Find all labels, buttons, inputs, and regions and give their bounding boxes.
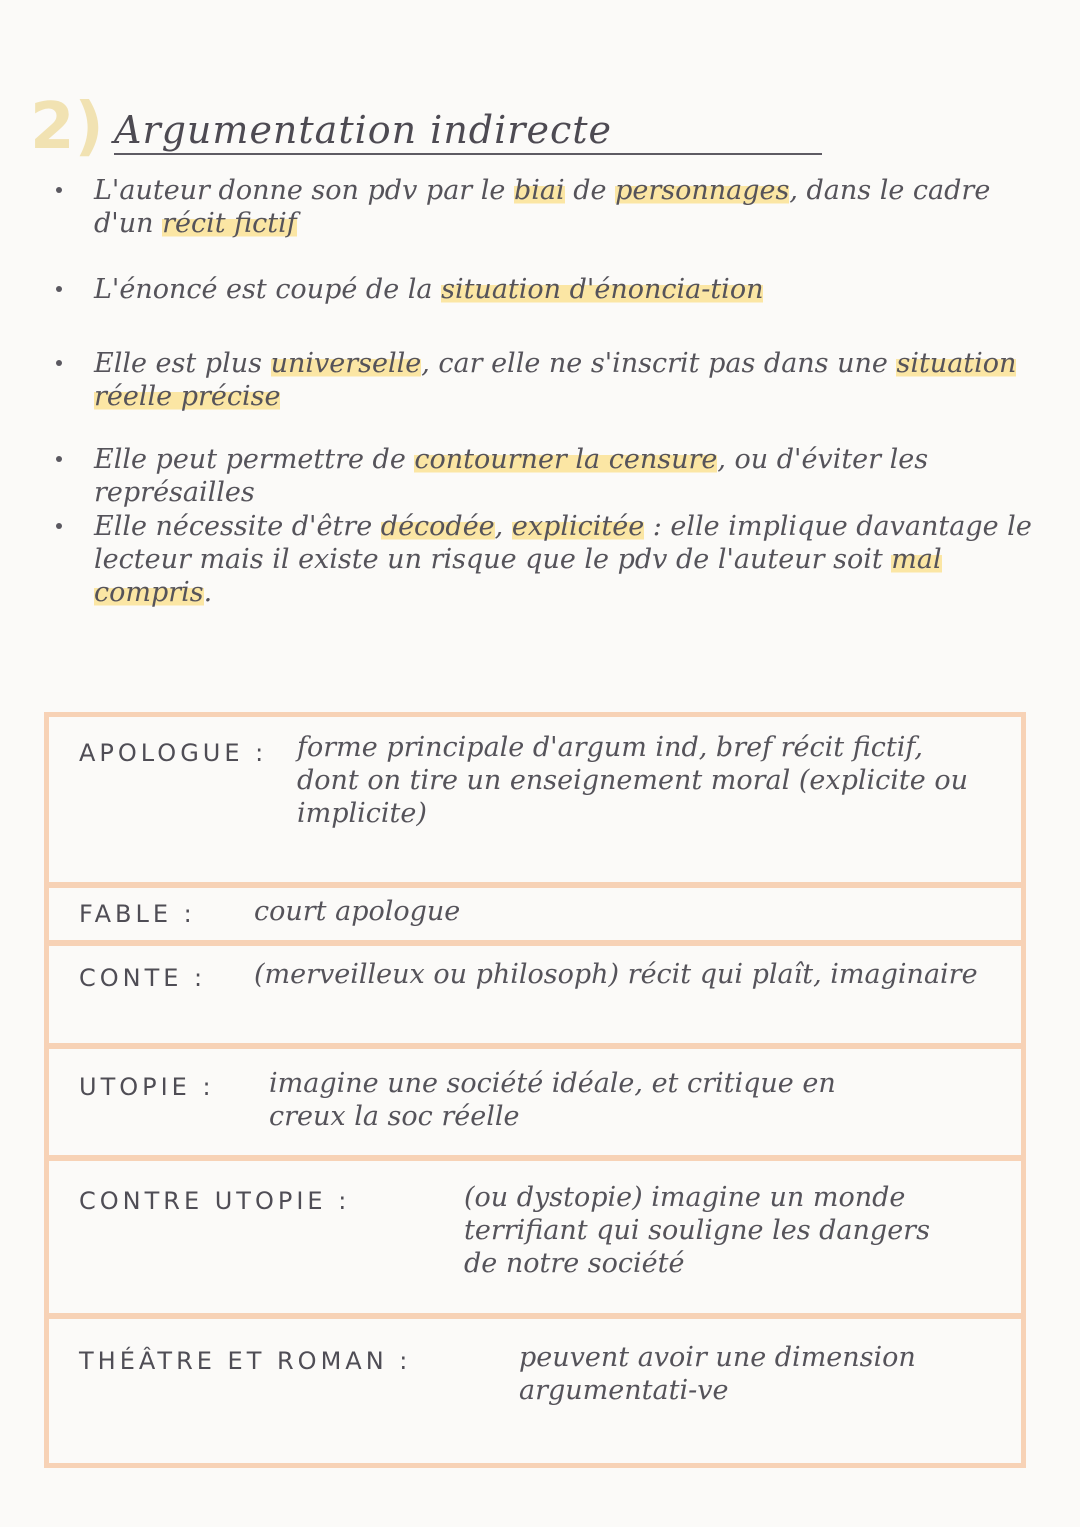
bullet-text-part: , dans le cadre d'un bbox=[94, 175, 991, 239]
bullet-item bbox=[56, 347, 1036, 443]
term-definition: peuvent avoir une dimension argumentati-ve bbox=[519, 1342, 916, 1406]
bullet-text-part: : elle implique davantage le lecteur mais il existe un risque que le pdv de l'auteur soit bbox=[94, 511, 1032, 575]
bullet-text-part: , ou d'éviter les représailles bbox=[94, 444, 929, 508]
bullet-text-part: L'auteur donne son pdv par le bbox=[94, 175, 514, 206]
bullet-text-part: Elle peut permettre de bbox=[94, 444, 415, 475]
section-heading bbox=[30, 90, 790, 166]
bullet-item bbox=[56, 443, 1036, 510]
bullet-text bbox=[94, 174, 1036, 240]
table-row bbox=[49, 1161, 1021, 1313]
table-row bbox=[49, 1319, 1021, 1465]
highlight: récit fictif bbox=[162, 208, 297, 239]
term-label: CONTE : bbox=[79, 964, 207, 992]
bullet-text-part: Elle nécessite d'être bbox=[94, 511, 381, 542]
term-label: APOLOGUE : bbox=[79, 739, 268, 767]
highlight: explicitée bbox=[511, 511, 645, 542]
term-definition: imagine une société idéale, et critique en creux la soc réelle bbox=[269, 1068, 836, 1132]
bullet-text bbox=[94, 347, 1036, 413]
highlight: mal compris bbox=[94, 544, 942, 608]
bullet-text bbox=[94, 510, 1036, 609]
term-definition: (ou dystopie) imagine un monde terrifiant qui souligne les dangers de notre société bbox=[464, 1182, 930, 1279]
bullet-dot bbox=[56, 187, 62, 193]
term-definition: court apologue bbox=[254, 896, 461, 927]
highlight: situation d'énoncia-tion bbox=[441, 274, 764, 305]
bullet-text-part: , bbox=[494, 511, 512, 542]
highlight: personnages bbox=[615, 175, 790, 206]
bullet-item bbox=[56, 174, 1036, 273]
bullet-dot bbox=[56, 286, 62, 292]
bullet-dot bbox=[56, 360, 62, 366]
highlight: universelle bbox=[270, 348, 422, 379]
highlight: biai bbox=[513, 175, 565, 206]
bullet-text bbox=[94, 443, 1036, 509]
bullet-text-part: de bbox=[564, 175, 616, 206]
term-definition: (merveilleux ou philosoph) récit qui plaît, imaginaire bbox=[254, 959, 978, 990]
title-underline bbox=[114, 153, 822, 155]
bullet-list bbox=[56, 174, 1036, 644]
highlight: situation réelle précise bbox=[94, 348, 1017, 412]
table-row bbox=[49, 888, 1021, 940]
section-number: 2) bbox=[30, 90, 104, 164]
bullet-text-part: L'énoncé est coupé de la bbox=[94, 274, 442, 305]
highlight: décodée bbox=[380, 511, 495, 542]
bullet-item bbox=[56, 510, 1036, 644]
definitions-table bbox=[44, 712, 1026, 1468]
table-row bbox=[49, 717, 1021, 883]
table-row bbox=[49, 946, 1021, 1043]
bullet-text-part: , car elle ne s'inscrit pas dans une bbox=[421, 348, 897, 379]
term-label: FABLE : bbox=[79, 900, 196, 928]
bullet-dot bbox=[56, 456, 62, 462]
section-title: Argumentation indirecte bbox=[114, 108, 612, 152]
term-definition: forme principale d'argum ind, bref récit fictif, dont on tire un enseignement moral (explicite ou implicite) bbox=[297, 732, 968, 829]
bullet-text-part: Elle est plus bbox=[94, 348, 271, 379]
bullet-text bbox=[94, 273, 1036, 306]
bullet-text-part: . bbox=[203, 577, 213, 608]
bullet-item bbox=[56, 273, 1036, 347]
term-label: THÉÂTRE ET ROMAN : bbox=[79, 1347, 412, 1375]
highlight: contourner la censure bbox=[414, 444, 718, 475]
term-label: UTOPIE : bbox=[79, 1073, 215, 1101]
term-label: CONTRE UTOPIE : bbox=[79, 1187, 351, 1215]
table-row bbox=[49, 1049, 1021, 1155]
bullet-dot bbox=[56, 523, 62, 529]
